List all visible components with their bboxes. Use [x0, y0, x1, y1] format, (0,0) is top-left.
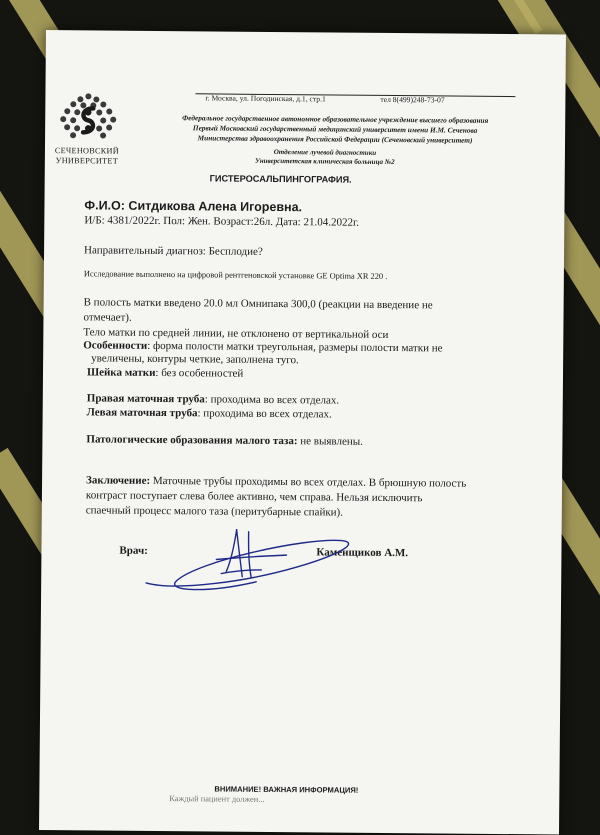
- conclusion-value: Маточные трубы проходимы во всех отделах. В брюшную полость: [150, 474, 467, 490]
- conclusion-label: Заключение:: [86, 474, 151, 487]
- department-line1: Отделение лучевой диагностики: [273, 147, 377, 157]
- address: г. Москва, ул. Погодинская, д.1, стр.1: [205, 93, 326, 104]
- pathology-value: не выявлены.: [297, 435, 363, 448]
- contrast-line2: отмечает).: [83, 311, 132, 324]
- institution-line2: Первый Московский государственный медицинский университет имени И.М. Сеченова: [192, 123, 478, 135]
- patient-name: [84, 198, 302, 214]
- university-logo-icon: [53, 90, 124, 153]
- cervix-label: Шейка матки: [86, 366, 156, 379]
- university-short-line2: УНИВЕРСИТЕТ: [55, 156, 119, 166]
- left-tube-line: [87, 406, 332, 420]
- left-tube-label: Левая маточная труба: [86, 406, 198, 420]
- conclusion-line2: контраст поступает слева более активно, чем справа. Нельзя исключить: [85, 489, 423, 505]
- doctor-label: Врач:: [119, 544, 148, 557]
- cervix-value: : без особенностей: [155, 366, 244, 380]
- equipment: Исследование выполнено на цифровой рентгеновской установке GE Optima XR 220 .: [83, 269, 388, 281]
- features-label: Особенности: [83, 339, 148, 352]
- features-value: : форма полости матки треугольная, размеры полости матки не: [147, 339, 443, 355]
- features-line2: увеличены, контуры четкие, заполнена туго.: [91, 352, 299, 367]
- institution-line1: Федеральное государственное автономное образовательное учреждение высшего образования: [182, 113, 489, 125]
- cervix-line: [87, 366, 243, 379]
- footer-text: Каждый пациент должен...: [169, 794, 265, 804]
- footer-warning: ВНИМАНИЕ! ВАЖНАЯ ИНФОРМАЦИЯ!: [214, 784, 359, 795]
- signature-icon: [136, 521, 367, 603]
- university-short-line1: СЕЧЕНОВСКИЙ: [54, 146, 120, 156]
- report-sheet: [39, 30, 566, 835]
- right-tube-label: Правая маточная труба: [86, 392, 205, 406]
- phone: тел 8(499)248-73-07: [380, 94, 445, 105]
- conclusion-line1: [86, 474, 466, 489]
- diagnosis: Направительный диагноз: Бесплодие?: [84, 244, 263, 258]
- left-tube-value: : проходима во всех отделах.: [197, 407, 332, 421]
- document-title: ГИСТЕРОСАЛЬПИНГОГРАФИЯ.: [209, 173, 352, 185]
- doctor-name: Каменщиков А.М.: [316, 546, 409, 560]
- fio-value: Ситдикова Алена Игоревна.: [128, 198, 303, 215]
- conclusion-line3: спаечный процесс малого таза (перитубарные спайки).: [85, 504, 344, 519]
- institution-line3: Министерства здравоохранения Российской Федерации (Сеченовский университет): [197, 133, 473, 145]
- case-line: И/Б: 4381/2022г. Пол: Жен. Возраст:26л. Дата: 21.04.2022г.: [84, 214, 360, 229]
- pathology-label: Патологические образования малого таза:: [86, 433, 298, 448]
- fio-label: Ф.И.О:: [84, 198, 126, 213]
- body-position: Тело матки по средней линии, не отклонено от вертикальной оси: [83, 326, 389, 342]
- right-tube-line: [87, 392, 339, 406]
- contrast-line1: В полость матки введено 20.0 мл Омнипака 300,0 (реакции на введение не: [83, 296, 433, 312]
- right-tube-value: : проходима во всех отделах.: [204, 393, 340, 407]
- department-line2: Университетская клиническая больница №2: [255, 156, 395, 167]
- pathology-line: [86, 433, 363, 447]
